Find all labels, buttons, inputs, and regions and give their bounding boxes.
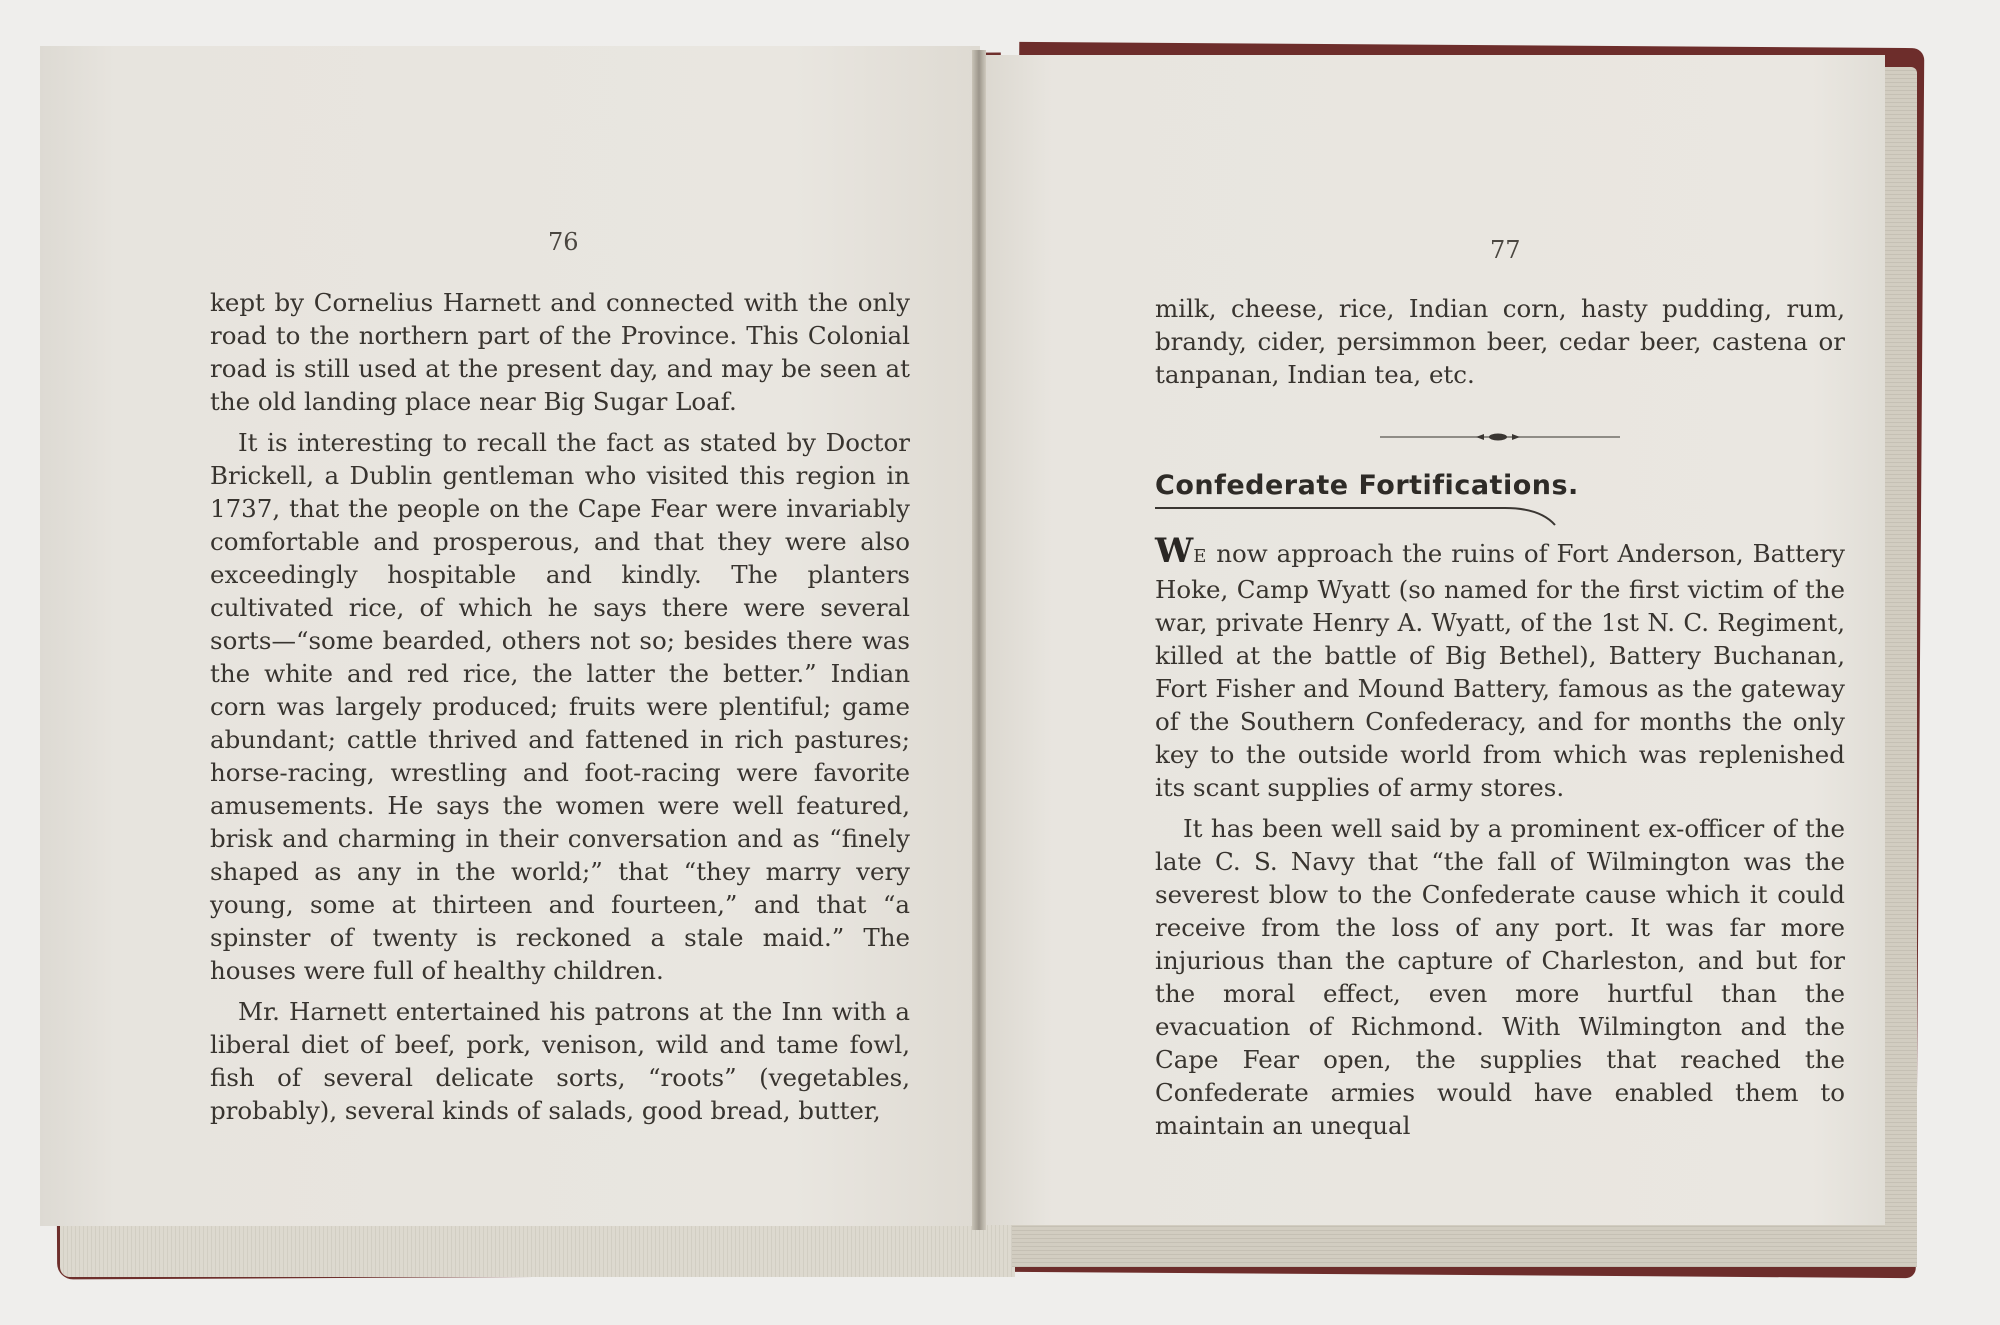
book-spine-gutter: [972, 50, 986, 1230]
right-paragraph-1-body: now approach the ruins of Fort Anderson, Battery Hoke, Camp Wyatt (so named for the first victim of the war, private Henry A. Wyatt, of the 1st N. C. Regiment, killed at the battle of Big Bethel), Battery Buchanan, Fort Fisher and Mound Battery, famous as the gateway of the Southern Confederacy, and for months the only key to the outside world from which was replenished its scant supplies of army stores.: [1155, 539, 1845, 802]
left-page-text: [210, 286, 910, 1135]
right-page-number: 77: [1490, 236, 1521, 264]
right-paragraph-2: It has been well said by a prominent ex-officer of the late C. S. Navy that “the fall of Wilmington was the severest blow to the Confederate cause which it could receive from the loss of any port. It was far more injurious than the capture of Charleston, and but for the moral effect, even more hurtful than the evacuation of Richmond. With Wilmington and the Cape Fear open, the supplies that reached the Confederate armies would have enabled them to maintain an unequal: [1155, 814, 1845, 1140]
left-page-number: 76: [548, 228, 579, 256]
right-paragraph-1: [1155, 531, 1845, 804]
drop-cap-continuation: E: [1193, 546, 1208, 567]
left-paragraph-3: Mr. Harnett entertained his patrons at the Inn with a liberal diet of beef, pork, venison, wild and tame fowl, fish of several delicate sorts, “roots” (vegetables, probably), several kinds of salads, good bread, butter,: [210, 997, 910, 1125]
left-paragraph-2: It is interesting to recall the fact as stated by Doctor Brickell, a Dublin gentleman who visited this region in 1737, that the people on the Cape Fear were invariably comfortable and prosperous, and that they were also exceedingly hospitable and kindly. The planters cultivated rice, of which he says there were several sorts—“some bearded, others not so; besides there was the white and red rice, the latter the better.” Indian corn was largely produced; fruits were plentiful; game abundant; cattle thrived and fattened in rich pastures; horse-racing, wrestling and foot-racing were favorite amusements. He says the women were well featured, brisk and charming in their conversation and as “finely shaped as any in the world;” that “they marry very young, some at thirteen and fourteen,” and that “a spinster of twenty is reckoned a stale maid.” The houses were full of healthy children.: [210, 428, 910, 985]
right-page-main-text: [1155, 531, 1845, 1150]
heading-underline-icon: [1155, 505, 1575, 529]
section-heading: Confederate Fortifications.: [1155, 470, 1579, 501]
right-page-continuation-block: [1155, 292, 1845, 399]
ornament-divider-icon: [1380, 430, 1620, 444]
left-paragraph-1: kept by Cornelius Harnett and connected with the only road to the northern part of the Province. This Colonial road is still used at the present day, and may be seen at the old landing place near Big Sugar Loaf.: [210, 288, 910, 416]
right-continuation-text: milk, cheese, rice, Indian corn, hasty pudding, rum, brandy, cider, persimmon beer, cedar beer, castena or tanpanan, Indian tea, etc.: [1155, 294, 1845, 389]
drop-cap: W: [1155, 531, 1194, 571]
